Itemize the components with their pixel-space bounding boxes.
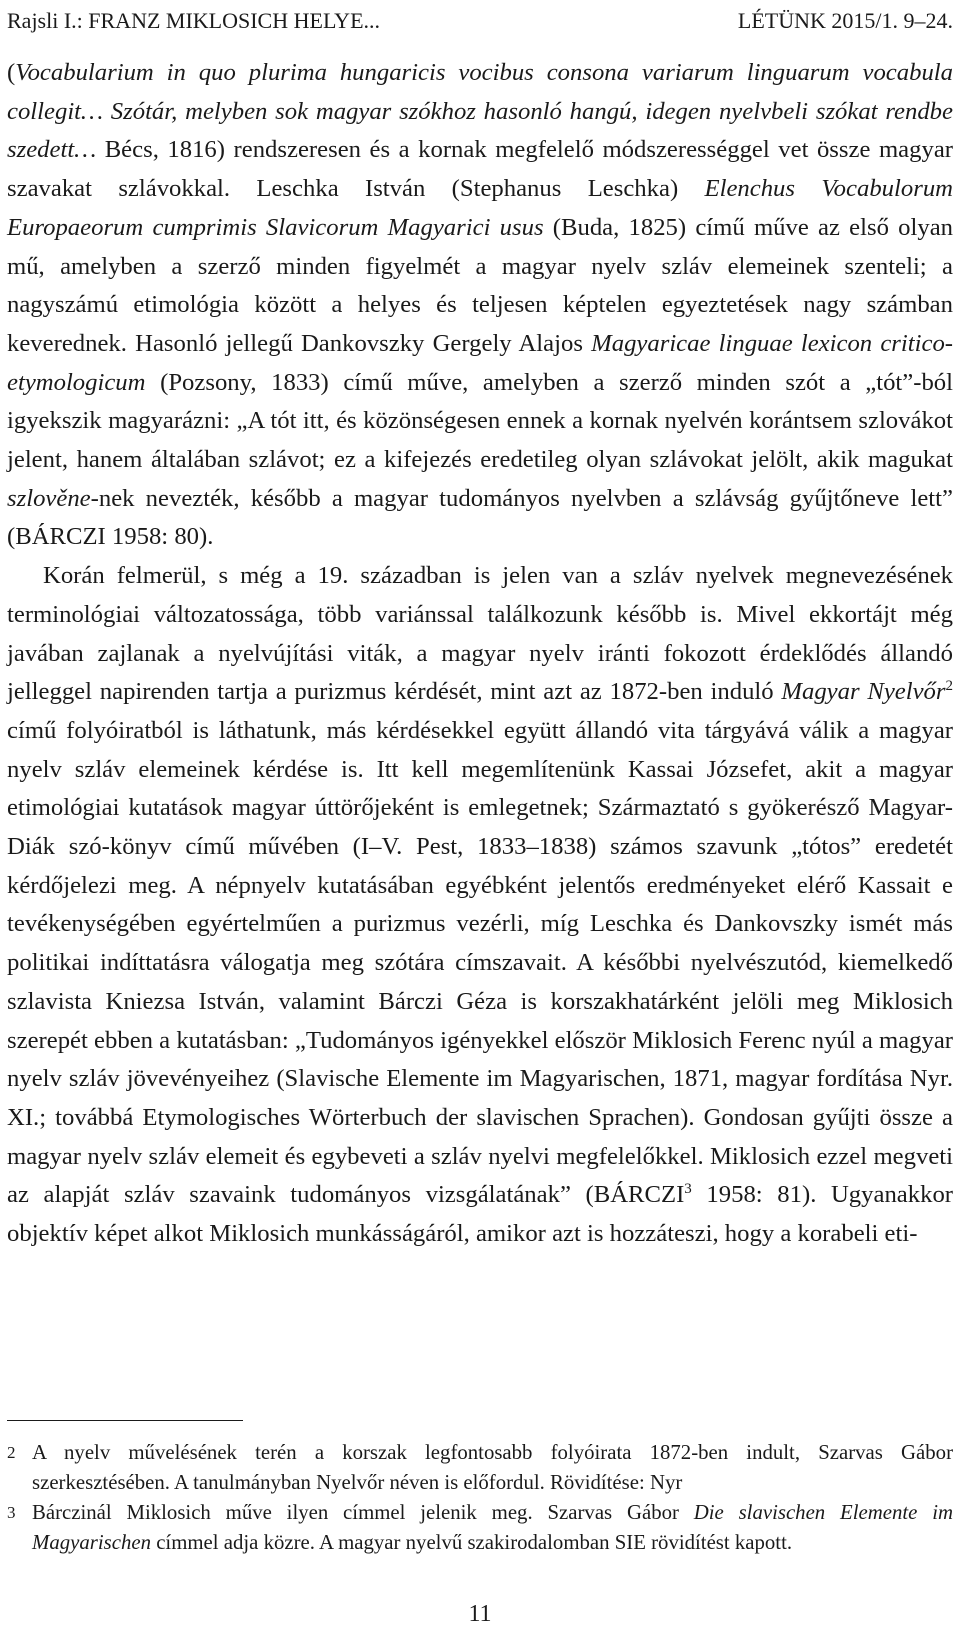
running-header <box>7 8 953 34</box>
italic-title: Magyaricae linguae lexicon critico-etymologicum <box>7 329 954 396</box>
italic-title: Magyar Nyelvőr <box>781 678 946 706</box>
document-page <box>7 0 953 1639</box>
footnote-2 <box>7 1438 953 1497</box>
italic-title: Elenchus Vocabulorum Europaeorum cumprimis Slavicorum Magyarici usus <box>7 175 954 241</box>
header-author-title: Rajsli I.: FRANZ MIKLOSICH HELYE... <box>7 8 381 33</box>
paragraph-1: (Vocabularium in quo plurima hungaricis vocibus consona variarum linguarum vocabula collegit… Szótár, melyben sok magyar szókhoz hasonló hangú, idegen nyelvbeli szókat rendbe szedett… Bécs, 1816) rendszeresen és a kornak megfelelő módszerességgel vet össze magyar szavakat szlávokkal. Leschka István (Stephanus Leschka) Elenchus Vocabulorum Europaeorum cumprimis Slavicorum Magyarici usus (Buda, 1825) című műve az első olyan mű, amelyben a szerző minden figyelmét a magyar nyelv szláv elemeinek szenteli; a nagyszámú etimológia között a helyes és teljesen képtelen egyeztetések nagy számban keverednek. Hasonló jellegű Dankovszky Gergely Alajos Magyaricae linguae lexicon critico-etymologicum (Pozsony, 1833) című műve, amelyben a szerző minden szót a „tót”-ból igyekszik magyarázni: „A tót itt, és közönségesen ennek a kornak nyelvén korántsem szlovákot jelent, hanem általában szlávot; ez a kifejezés eredetileg olyan szlávokat jelölt, akik magukat szlověne-nek nevezték, később a magyar tudományos nyelvben a szlávság gyűjtőneve lett” (BÁRCZI 1958: 80). <box>7 59 954 551</box>
footnote-ref: 2 <box>945 678 954 695</box>
header-journal-citation: LÉTÜNK 2015/1. 9–24. <box>737 8 953 33</box>
paragraph-2: Korán felmerül, s még a 19. században is jelen van a szláv nyelvek megnevezésének terminológiai változatossága, több variánssal találkozunk később is. Mivel ekkortájt még javában zajlanak a nyelvújítási viták, a magyar nyelv iránti fokozott érdeklődés állandó jelleggel napirenden tartja a purizmus kérdését, mint azt az 1872-ben induló Magyar Nyelvőr$^2$ című folyóiratból is láthatunk, más kérdésekkel együtt állandó vita tárgyává válik a magyar nyelv szláv elemeinek kérdése is. Itt kell megemlítenünk Kassai Józsefet, akit a magyar etimológiai kutatások magyar úttörőjeként is emlegetnek; Származtató s gyökerésző Magyar-Diák szó-könyv című művében (I–V. Pest, 1833–1838) számos szavunk „tótos” eredetét kérdőjelezi meg. A népnyelv kutatásában egyébként jelentős eredményeket elérő Kassait e tevékenységében egyértelműen a purizmus vezérli, míg Leschka és Dankovszky ismét más politikai indíttatásra válogatja meg szótára címszavait. A későbbi nyelvészutód, kiemelkedő szlavista Kniezsa István, valamint Bárczi Géza is korszakhatárként jelöli meg Miklosich szerepét ebben a kutatásban: „Tudományos igényekkel először Miklosich Ferenc nyúl a magyar nyelv szláv jövevényeihez (Slavische Elemente im Magyarischen, 1871, magyar fordítása Nyr. XI.; továbbá Etymologisches Wörterbuch der slavischen Sprachen). Gondosan gyűjti össze a magyar nyelv szláv elemeit és egybeveti a szláv nyelvi megfelelőkkel. Miklosich ezzel megveti az alapját szláv szavaink tudományos vizsgálatának” (BÁRCZI$^3$ 1958: 81). Ugyanakkor objektív képet alkot Miklosich munkásságáról, amikor azt is hozzáteszi, hogy a korabeli eti- <box>7 562 954 1248</box>
page-number: 11 <box>468 1601 492 1627</box>
italic-word: szlověne <box>7 484 91 512</box>
body-text <box>7 54 953 1254</box>
footnote-number: 2 <box>7 1443 16 1462</box>
italic-title: Vocabularium in quo plurima hungaricis vocibus consona variarum linguarum vocabula collegit… Szótár, melyben sok magyar szókhoz hasonló hangú, idegen nyelvbeli szókat rendbe szedett… <box>7 59 953 164</box>
footnote-text: A nyelv művelésének terén a korszak legfontosabb folyóirata 1872-ben indult, Szarvas Gábor szerkesztésében. A tanulmányban Nyelvőr néven is előfordul. Rövidítése: Nyr <box>32 1441 953 1494</box>
footnotes <box>7 1438 953 1558</box>
footnote-divider <box>7 1420 243 1421</box>
footnote-ref: 3 <box>684 1181 692 1198</box>
italic-title: Die slavischen Elemente im Magyarischen <box>32 1501 953 1554</box>
footnote-number: 3 <box>7 1503 16 1522</box>
footnote-3: 3 Bárczinál Miklosich műve ilyen címmel jelenik meg. Szarvas Gábor Die slavischen Elemente im Magyarischen címmel adja közre. A magyar nyelvű szakirodalomban SIE rövidítést kapott. <box>7 1498 953 1557</box>
